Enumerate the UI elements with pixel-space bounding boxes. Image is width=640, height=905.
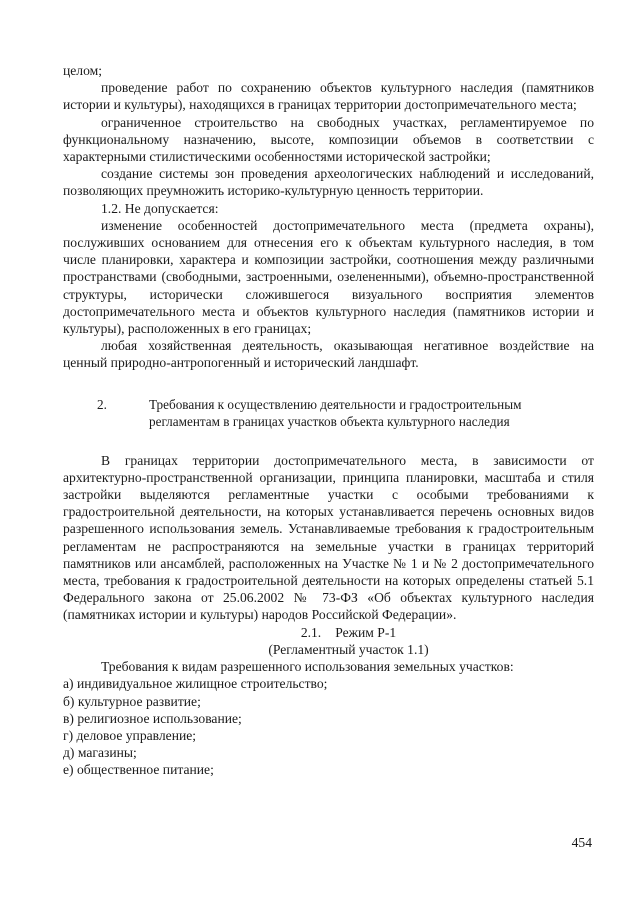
- document-page: [63, 62, 594, 779]
- list-item: а) индивидуальное жилищное строительство;: [63, 676, 328, 692]
- mode-heading: [103, 624, 594, 641]
- section-heading: [63, 396, 594, 430]
- paragraph-archaeology-zones: создание системы зон проведения археологических наблюдений и исследований, позволяющих преумножить историко-культурную ценность территории.: [63, 166, 594, 199]
- paragraph-limited-construction: ограниченное строительство на свободных участках, регламентируемое по функциональному назначению, высоте, композиции объемов в соответствии с характерными стилистическими особенностями исторической застройки;: [63, 114, 594, 165]
- section-title-line2: регламентам в границах участков объекта культурного наследия: [149, 413, 510, 429]
- list-item: в) религиозное использование;: [63, 710, 242, 726]
- list-item: б) культурное развитие;: [63, 693, 201, 709]
- requirements-intro: Требования к видам разрешенного использования земельных участков:: [101, 659, 514, 675]
- mode-subtitle: (Регламентный участок 1.1): [268, 641, 429, 657]
- subheading-not-allowed: 1.2. Не допускается:: [101, 200, 219, 216]
- paragraph-continuation: целом;: [63, 63, 103, 78]
- section-number: 2.: [97, 396, 107, 412]
- page-number: 454: [571, 835, 592, 850]
- section-title-line1: Требования к осуществлению деятельности и градостроительным: [149, 396, 522, 412]
- paragraph-main: В границах территории достопримечательного места, в зависимости от архитектурно-пространственной организации, принципа планировки, масштаба и стиля застройки выделяются регламентные участки с особыми требованиями к градостроительной деятельности, на которых устанавливается перечень основных видов разрешенного использования земель. Устанавливаемые требования к градостроительным регламентам не распространяются на земельные участки в границах территорий памятников или ансамблей, расположенных на Участке № 1 и № 2 достопримечательного места, требования к градостроительной деятельности на которых определены статьей 5.1 Федерального закона от 25.06.2002 № 73-ФЗ «Об объектах культурного наследия (памятниках истории и культуры) народов Российской Федерации».: [63, 452, 594, 623]
- land-use-list: [63, 675, 594, 778]
- paragraph-changes-forbidden: изменение особенностей достопримечательного места (предмета охраны), послуживших основанием для отнесения его к объектам культурного наследия, в том числе планировки, характера и композиции застройки, соотношения между различными пространствами (свободными, застроенными, озелененными), объемно-пространственной структуры, исторически сложившегося визуального восприятия элементов достопримечательного места и объектов культурного наследия (памятников истории и культуры), расположенных в его границах;: [63, 217, 594, 337]
- list-item: г) деловое управление;: [63, 727, 197, 743]
- paragraph-heritage-works: проведение работ по сохранению объектов культурного наследия (памятников истории и культуры), находящихся в границах территории достопримечательного места;: [63, 80, 594, 113]
- mode-number: 2.1.: [300, 624, 322, 640]
- list-item: д) магазины;: [63, 745, 137, 761]
- paragraph-economic-activity: любая хозяйственная деятельность, оказывающая негативное воздействие на ценный природно-антропогенный и исторический ландшафт.: [63, 338, 594, 371]
- mode-title: Режим Р-1: [335, 624, 397, 640]
- list-item: е) общественное питание;: [63, 762, 214, 778]
